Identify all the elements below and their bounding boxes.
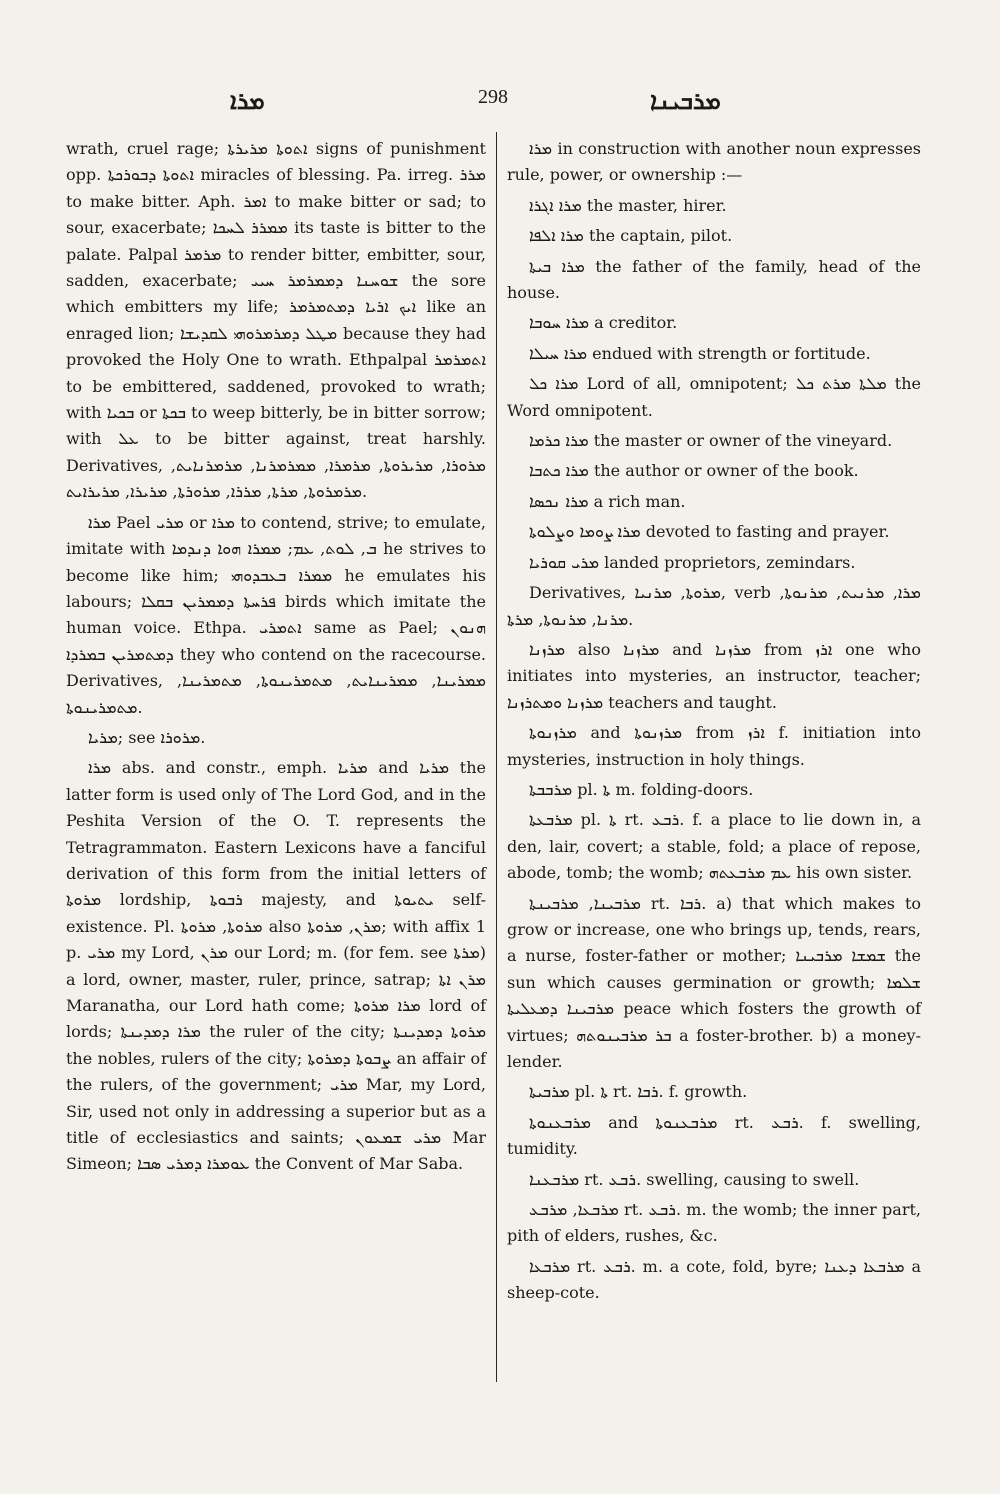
- column-divider: [496, 132, 497, 1382]
- entry-paragraph: ܡܪܐ in construction with another noun expresses rule, power, or ownership :—: [507, 139, 921, 185]
- entry-paragraph: ܡܪܒܥܢܘܬܐ and ܡܪܒܥܢܘܬܐ rt. ܪܒܥ. f. swelling, tumidity.: [507, 1112, 921, 1159]
- running-headword-left: ܡܪܐ: [230, 86, 265, 115]
- right-column: [507, 136, 921, 1311]
- entry-paragraph: ܡܪܒܝܬܐ pl. ܬܐ rt. ܪܒܐ. f. growth.: [529, 1082, 748, 1102]
- entry-paragraph: ܡܪܝ ܩܘܪܝܐ landed proprietors, zemindars.: [529, 552, 856, 572]
- entry-paragraph: ܡܪܐ ܒܝܬܐ the father of the family, head of the house.: [507, 256, 921, 303]
- entry-paragraph: ܡܪܝܐ; see ܡܪܘܪܐ.: [88, 727, 206, 747]
- entry-paragraph: ܡܪܒܥܬܐ pl. ܬܐ rt. ܪܒܥ. f. a place to lie down in, a den, lair, covert; a stable, fold; a place of repose, abode, tomb; the womb; ܥܡ ܡܪܒܥܬܗ his own sister.: [507, 810, 921, 883]
- entry-paragraph: ܡܪܐ ܟܪܡܐ the master or owner of the vineyard.: [529, 431, 893, 451]
- entry-paragraph: ܡܪܐ abs. and constr., emph. ܡܪܝܐ and ܡܪܝܐ the latter form is used only of The Lord God, and in the Peshita Version of the O. T. represents the Tetragrammaton. Eastern Lexicons have a fanciful derivation of this form from the initial letters of ܡܪܘܬܐ lordship, ܪܒܘܬܐ majesty, and ܝܬܝܘܬܐ self-existence. Pl. ܡܪܘܬܐ, ܡܪܘܬܐ also ܡܪܢ, ܡܪܘܬܐ; with affix 1 p. ܡܪܝ my Lord, ܡܪܢ our Lord; m. (for fem. see ܡܪܬܐ) a lord, owner, master, ruler, prince, satrap; ܡܪܢ ܐܬܐ Maranatha, our Lord hath come; ܡܪܐ ܡܪܘܬܐ lord of lords; ܡܪܐ ܕܡܕܝܢܬܐ the ruler of the city; ܡܪܘܬܐ ܕܡܕܝܢܬܐ the nobles, rulers of the city; ܨܒܘܬܐ ܕܡܪܘܬܐ an affair of the rulers, of the government; ܡܪܝ Mar, my Lord, Sir, used not only in addressing a superior but as a title of ecclesiastics and saints; ܡܪܝ ܫܡܥܘܢ Mar Simeon; ܥܘܡܪܐ ܕܡܪܝ ܣܒܐ the Convent of Mar Saba.: [66, 758, 487, 1174]
- entry-paragraph: ܡܪܒܥܐ rt. ܪܒܥ. m. a cote, fold, byre; ܡܪܒܥܐ ܕܥܢܐ a sheep-cote.: [507, 1256, 922, 1303]
- entry-paragraph: ܡܪܐ ܢܟܣܐ a rich man.: [529, 491, 686, 511]
- page-header: [0, 80, 1000, 120]
- entry-paragraph: wrath, cruel rage; ܐܬܘܬܐ ܡܪܝܪܬܐ signs of punishment opp. ܐܬܘܬܐ ܕܒܘܪܟܬܐ miracles of blessing. Pa. irreg. ܡܪܪ to make bitter. Aph. ܐܡܪ to make bitter or sad; to sour, exacerbate; ܡܡܪܪ ܠܚܟܐ its taste is bitter to the palate. Palpal ܡܪܡܪ to render bitter, embitter, sour, sadden, exacerbate; ܫܘܚܢܐ ܕܡܡܪܡܪ ܚܝܝ the sore which embitters my life; ܐܝܟ ܐܪܝܐ ܕܡܬܡܪܡܪ like an enraged lion; ܡܛܠ ܕܡܪܡܪܘܗܝ ܠܩܕܝܫܐ because they had provoked the Holy One to wrath. Ethpalpal ܐܬܡܪܡܪ to be embittered, saddened, provoked to wrath; with ܒܟܝܐ or ܒܟܬܐ to weep bitterly, be in bitter sorrow; with ܥܠ to be bitter against, treat harshly. Derivatives, ܡܪܘܪܐ, ܡܪܝܪܘܬܐ, ܡܪܡܪܐ, ܡܡܪܡܪܢܐ, ܡܪܡܪܢܐܝܬ, ܡܪܡܪܘܬܐ, ܡܪܬܐ, ܡܪܪܐ, ܡܪܘܪܬܐ, ܡܪܝܪܐ, ܡܪܝܪܐܝܬ.: [66, 139, 487, 502]
- entry-paragraph: ܡܪܒܝܢܐ, ܡܪܒܝܢܬܐ rt. ܪܒܐ. a) that which makes to grow or increase, one who brings up, tends, rears, a nurse, foster-father or mother; ܫܡܫܐ ܡܪܒܝܢܐ the sun which causes germination or growth; ܫܠܡܐ ܡܪܒܝܢܐ ܕܡܥܠܝܬܐ peace which fosters the growth of virtues; ܒܪ ܡܪܒܝܢܘܬܗ a foster-brother. b) a money-lender.: [507, 893, 922, 1071]
- entry-paragraph: ܡܪܐ Pael ܡܪܝ or ܡܪܐ to contend, strive; to emulate, imitate with ܒ, ܠܘܬ, ܥܡ; ܡܡܪܐ ܗܘܐ ܕܢܕܡܐ he strives to become like him; ܡܡܪܐ ܒܥܒܕܘܗܝ he emulates his labours; ܦܪܚܬܐ ܕܡܡܪܝܢ ܒܩܠܐ birds which imitate the human voice. Ethpa. ܐܬܡܪܝ same as Pael; ܗܢܘܢ ܕܡܬܡܪܝܢ ܒܡܪܕܐ they who contend on the racecourse. Derivatives, ܡܡܪܝܢܐ, ܡܡܪܝܢܐܝܬ, ܡܬܡܪܝܢܘܬܐ, ܡܬܡܪܝܢܐ, ܡܬܡܪܝܢܘܬܐ.: [66, 512, 487, 717]
- entry-paragraph: ܡܪܐ ܨܘܡܐ ܘܨܠܘܬܐ devoted to fasting and prayer.: [529, 522, 890, 542]
- entry-paragraph: ܡܪܙܢܘܬܐ and ܡܪܙܢܘܬܐ from ܐܪܙ f. initiation into mysteries, instruction in holy things.: [507, 723, 921, 769]
- entry-paragraph: Derivatives, ܡܪܘܬܐ, ܡܪܢܝܐ, verb ܡܪܐ, ܡܪܢܝܬ, ܡܪܢܘܬܐ, ܡܪܢܐ, ܡܪܢܘܬܐ, ܡܪܬܐ.: [507, 583, 921, 629]
- left-column: [66, 136, 486, 1182]
- page-number: 298: [478, 86, 508, 108]
- entry-paragraph: ܡܪܒܒܬܐ pl. ܬܐ m. folding-doors.: [529, 779, 754, 799]
- entry-paragraph: ܡܪܐ ܟܠ Lord of all, omnipotent; ܡܠܬܐ ܡܪܬ ܟܠ the Word omnipotent.: [507, 374, 921, 420]
- entry-paragraph: ܡܪܐ ܟܬܒܐ the author or owner of the book.: [529, 461, 859, 481]
- entry-paragraph: ܡܪܒܥܢܐ rt. ܪܒܥ. swelling, causing to swell.: [529, 1169, 860, 1189]
- entry-paragraph: ܡܪܐ ܐܓܪܐ the master, hirer.: [529, 195, 727, 215]
- running-headword-right: ܡܪܒܝܢܐ: [650, 86, 721, 115]
- entry-paragraph: ܡܪܐ ܚܝܠܐ endued with strength or fortitude.: [529, 343, 871, 363]
- entry-paragraph: ܡܪܐ ܚܘܒܐ a creditor.: [529, 313, 678, 333]
- entry-paragraph: ܡܪܒܥܐ, ܡܪܒܥ rt. ܪܒܥ. m. the womb; the inner part, pith of elders, rushes, &c.: [507, 1200, 921, 1246]
- entry-paragraph: ܡܪܙܢܐ also ܡܪܙܢܐ and ܡܪܙܢܐ from ܐܪܙ one who initiates into mysteries, an instructor, teacher; ܡܪܙܢܐ ܘܡܬܪܙܢܐ teachers and taught.: [507, 639, 921, 712]
- entry-paragraph: ܡܪܐ ܐܠܦܐ the captain, pilot.: [529, 226, 733, 246]
